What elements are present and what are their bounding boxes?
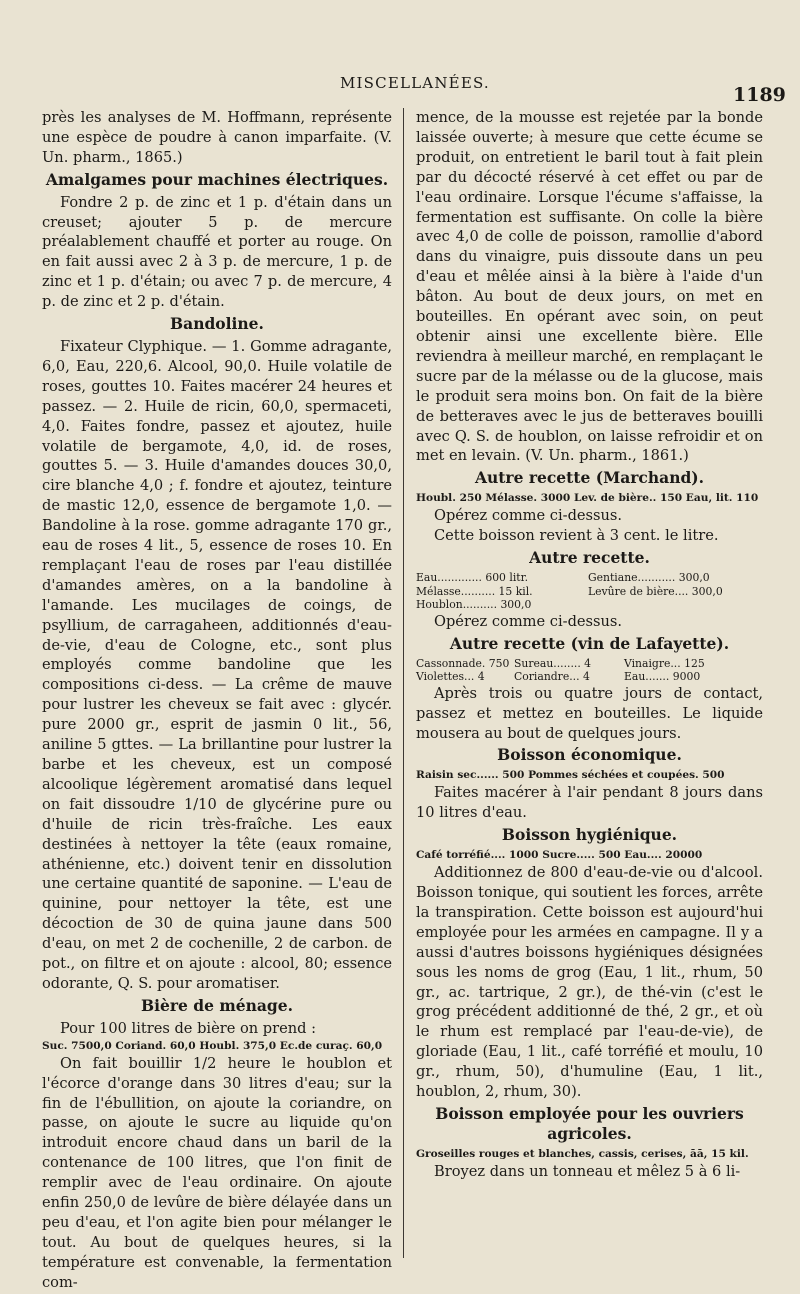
paragraph-continued: mence, de la mousse est rejetée par la bonde laissée ouverte; à mesure que cette écume se produit, on entretient le baril tout à fait plein par du décocté réservé à cet effet ou par de l'eau ordinaire. Lorsque l'écume s'affaisse, la fermentation est suffisante. On colle la bière avec 4,0 de colle de poisson, ramollie d'abord dans du vinaigre, puis dissoute dans un peu d'eau et mêlée ainsi à la bière à l'aide d'un bâton. Au bout de deux jours, on met en bouteilles. En opérant avec soin, on peut obtenir ainsi une excellente bière. Elle reviendra à meilleur marché, en remplaçant le sucre par de la mélasse ou de la glucose, mais le produit sera moins bon. On fait de la bière de betteraves avec le jus de betteraves bouilli avec Q. S. de houblon, on laisse refroidir et on met en levain. (V. Un. pharm., 1861.) <box>416 109 763 465</box>
recipe-autre <box>416 571 763 612</box>
page-number: 1189 <box>733 84 786 106</box>
recipe-cell <box>588 598 758 612</box>
paragraph-biere-intro: Pour 100 litres de bière on prend : <box>60 1019 317 1037</box>
paragraph-ouvriers: Broyez dans un tonneau et mêlez 5 à 6 li- <box>434 1162 741 1180</box>
heading-bandoline: Bandoline. <box>170 314 264 334</box>
recipe-cell: Levûre de bière.... 300,0 <box>588 584 723 598</box>
recipe-marchand: Houbl. 250 Mélasse. 3000 Lev. de bière.. 150 Eau, lit. 110 <box>416 492 759 505</box>
paragraph-intro: près les analyses de M. Hoffmann, représente une espèce de poudre à canon imparfaite. (V. Un. pharm., 1865.) <box>42 109 392 166</box>
recipe-lafayette <box>416 657 763 684</box>
paragraph-cout: Cette boisson revient à 3 cent. le litre. <box>434 527 719 545</box>
recipe-hygienique: Café torréfié.... 1000 Sucre..... 500 Eau.... 20000 <box>416 849 703 862</box>
recipe-cell: Cassonnade. 750 <box>416 656 510 670</box>
paragraph-hygienique: Additionnez de 800 d'eau-de-vie ou d'alcool. Boisson tonique, qui soutient les forces, arrête la transpiration. Cette boisson est aujourd'hui employée pour les armées en campagne. Il y a aussi d'autres boissons hygiéniques désignées sous les noms de grog (Eau, 1 lit., rhum, 50 gr., ac. tartrique, 2 gr.), de thé-vin (c'est le grog précédent additionné de thé, 2 gr., et où le rhum est remplacé par l'eau-de-vie), de gloriade (Eau, 1 lit., café torréfié et moulu, 10 gr., rhum, 50), d'humuline (Eau, 1 lit., houblon, 2, rhum, 30). <box>416 864 763 1101</box>
paragraph-bandoline: Fixateur Clyphique. — 1. Gomme adragante, 6,0, Eau, 220,6. Alcool, 90,0. Huile volatile de roses, gouttes 10. Faites macérer 24 heures et passez. — 2. Huile de ricin, 60,0, spermaceti, 4,0. Faites fondre, passez et ajoutez, huile volatile de bergamote, 4,0, id. de roses, gouttes 5. — 3. Huile d'amandes douces 30,0, cire blanche 4,0 ; f. fondre et ajoutez, teinture de mastic 12,0, essence de bergamote 1,0. — Bandoline à la rose. gomme adragante 170 gr., eau de roses 4 lit., 5, essence de roses 10. En remplaçant l'eau de roses par l'eau distillée d'amandes amères, on a la bandoline à l'amande. Les mucilages de coings, de psyllium, de carragaheen, additionnés d'eau-de-vie, d'eau de Cologne, etc., sont plus employés comme bandoline que les compositions ci-dess. — La crême de mauve pour lustrer les cheveux se fait avec : glycér. pure 2000 gr., esprit de jasmin 0 lit., 56, aniline 5 gttes. — La brillantine pour lustrer la barbe et les cheveux, est un composé alcoolique légèrement aromatisé dans lequel on fait dissoudre 1/10 de glycérine pure ou d'huile de ricin très-fraîche. Les eaux destinées à nettoyer la tête (eaux romaine, athénienne, etc.) doivent tenir en dissolution une certaine quantité de saponine. — L'eau de quinine, pour nettoyer la tête, est une décoction de 30 de quina jaune dans 500 d'eau, on met 2 de cochenille, 2 de carbon. de pot., on filtre et on ajoute : alcool, 80; essence odorante, Q. S. pour aromatiser. <box>42 337 392 992</box>
recipe-economique: Raisin sec...... 500 Pommes séchées et coupées. 500 <box>416 769 725 782</box>
recipe-cell: Houblon.......... 300,0 <box>416 598 532 612</box>
recipe-cell: Eau............. 600 litr. <box>416 570 529 584</box>
left-column <box>42 108 392 1293</box>
recipe-cell: Gentiane........... 300,0 <box>588 570 710 584</box>
paragraph-operez-2: Opérez comme ci-dessus. <box>434 612 623 630</box>
recipe-row <box>416 657 763 671</box>
heading-biere: Bière de ménage. <box>140 995 294 1015</box>
recipe-row <box>416 598 763 612</box>
recipe-cell: Eau....... 9000 <box>624 670 701 684</box>
paragraph-economique: Faites macérer à l'air pendant 8 jours dans 10 litres d'eau. <box>416 784 763 822</box>
heading-economique: Boisson économique. <box>497 745 682 765</box>
paragraph-operez-1: Opérez comme ci-dessus. <box>434 507 623 525</box>
heading-autre-recette: Autre recette. <box>529 548 650 568</box>
heading-marchand: Autre recette (Marchand). <box>474 468 705 488</box>
recipe-ouvriers: Groseilles rouges et blanches, cassis, cerises, āā, 15 kil. <box>416 1147 749 1160</box>
column-divider <box>403 108 404 1258</box>
heading-ouvriers: Boisson employée pour les ouvriers <box>435 1103 744 1123</box>
heading-ouvriers-2: agricoles. <box>547 1123 632 1143</box>
paragraph-amalgames: Fondre 2 p. de zinc et 1 p. d'étain dans un creuset; ajouter 5 p. de mercure préalablement chauffé et porter au rouge. On en fait aussi avec 2 à 3 p. de mercure, 1 p. de zinc et 1 p. d'étain; ou avec 7 p. de mercure, 4 p. de zinc et 2 p. d'étain. <box>42 193 392 311</box>
heading-hygienique: Boisson hygiénique. <box>501 825 678 845</box>
recipe-cell: Violettes... 4 <box>416 670 485 684</box>
recipe-cell: Sureau........ 4 <box>514 656 592 670</box>
recipe-biere: Suc. 7500,0 Coriand. 60,0 Houbl. 375,0 Ec.de curaç. 60,0 <box>42 1039 383 1052</box>
heading-amalgames: Amalgames pour machines électriques. <box>45 169 389 189</box>
paragraph-biere: On fait bouillir 1/2 heure le houblon et l'écorce d'orange dans 30 litres d'eau; sur la fin de l'ébullition, on ajoute la coriandre, on passe, on ajoute le sucre au liquide qu'on introduit encore chaud dans un baril de la contenance de 100 litres, que l'on finit de remplir avec de l'eau ordinaire. On ajoute enfin 250,0 de levûre de bière délayée dans un peu d'eau, et l'on agite bien pour mélanger le tout. Au bout de quelques heures, si la température est convenable, la fermentation com- <box>42 1054 392 1291</box>
recipe-row <box>416 585 763 599</box>
paragraph-lafayette: Après trois ou quatre jours de contact, passez et mettez en bouteilles. Le liquide mousera au bout de quelques jours. <box>416 684 763 742</box>
page-header <box>0 70 800 106</box>
recipe-row <box>416 670 763 684</box>
running-title: MISCELLANÉES. <box>340 74 490 92</box>
heading-lafayette: Autre recette (vin de Lafayette). <box>449 633 730 653</box>
recipe-cell: Mélasse.......... 15 kil. <box>416 584 533 598</box>
recipe-cell: Vinaigre... 125 <box>624 656 705 670</box>
recipe-cell: Coriandre... 4 <box>514 670 590 684</box>
recipe-row <box>416 571 763 585</box>
right-column <box>416 108 763 1182</box>
